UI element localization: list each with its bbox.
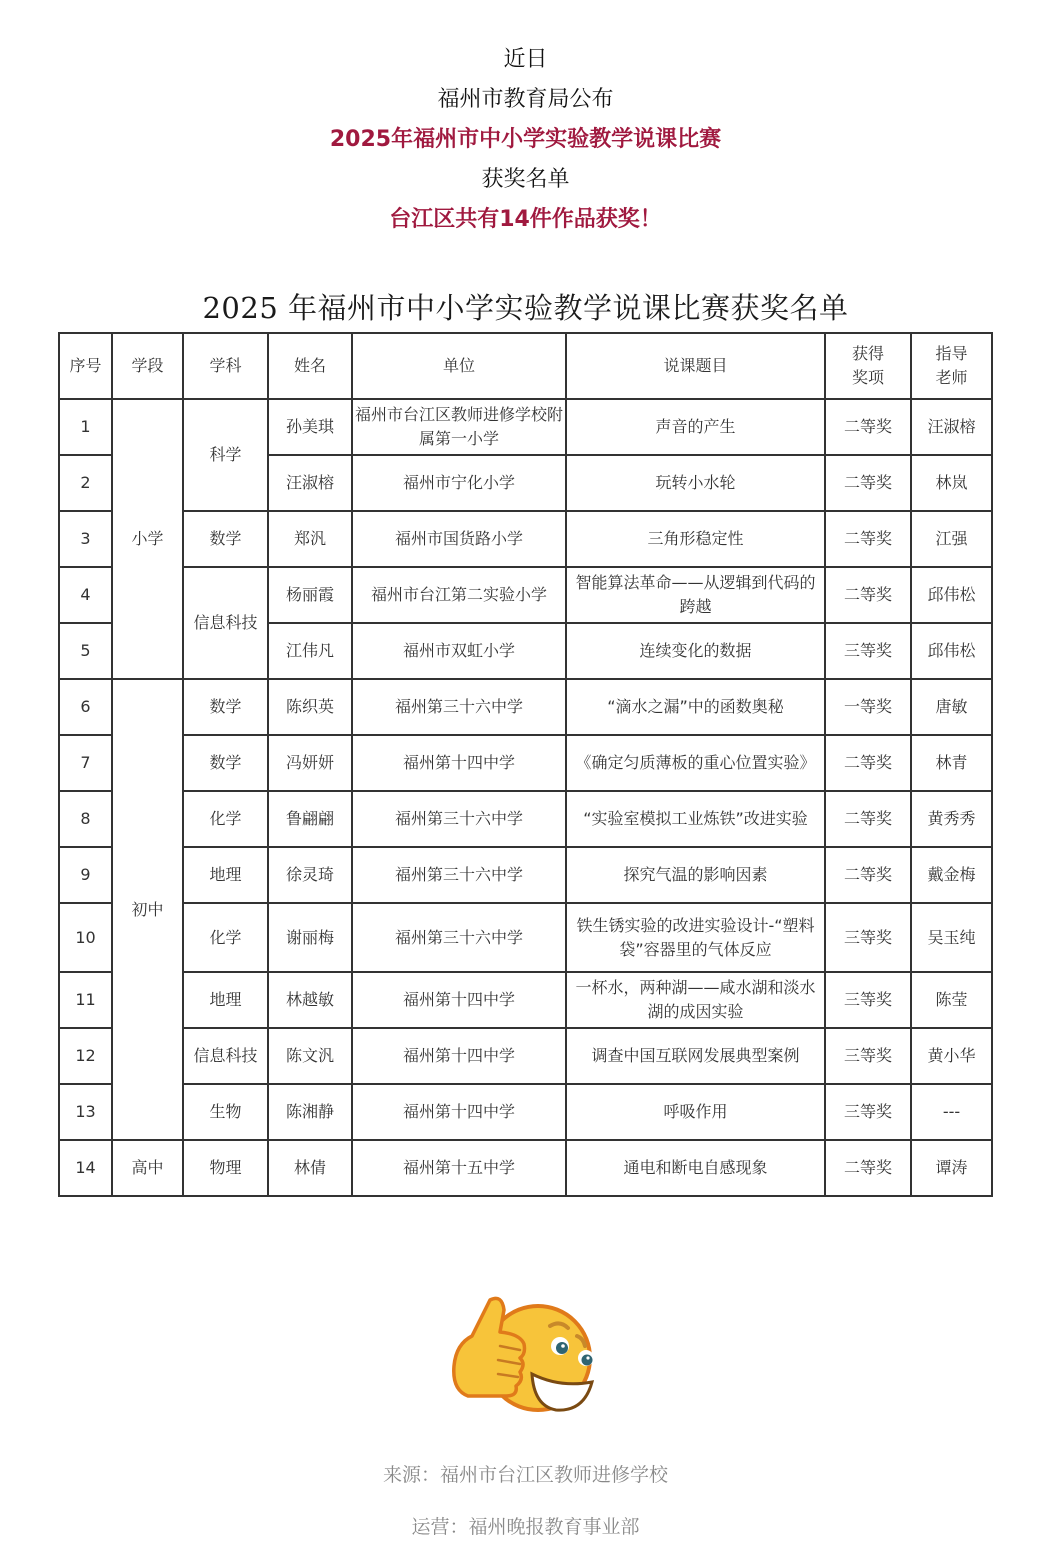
cell-unit: 福州市双虹小学 (352, 623, 566, 679)
header-award (825, 333, 911, 399)
cell-name: 陈织英 (268, 679, 352, 735)
cell-topic: 智能算法革命——从逻辑到代码的跨越 (566, 567, 825, 623)
header-award-line1: 获得 (851, 344, 884, 363)
cell-subject: 生物 (183, 1084, 268, 1140)
cell-unit: 福州第三十六中学 (352, 679, 566, 735)
cell-no: 10 (59, 903, 112, 972)
cell-no: 7 (59, 735, 112, 791)
cell-subject: 数学 (183, 735, 268, 791)
table-row (59, 1084, 992, 1140)
cell-name: 冯妍妍 (268, 735, 352, 791)
cell-award: 二等奖 (825, 1140, 911, 1196)
cell-topic: 三角形稳定性 (566, 511, 825, 567)
cell-unit: 福州第十四中学 (352, 972, 566, 1028)
cell-name: 陈湘静 (268, 1084, 352, 1140)
cell-name: 陈文汎 (268, 1028, 352, 1084)
cell-no: 3 (59, 511, 112, 567)
cell-subject: 数学 (183, 511, 268, 567)
cell-mentor: --- (911, 1084, 992, 1140)
cell-no: 12 (59, 1028, 112, 1084)
cell-name: 谢丽梅 (268, 903, 352, 972)
cell-name: 林倩 (268, 1140, 352, 1196)
table-row (59, 791, 992, 847)
table-row (59, 567, 992, 623)
cell-topic: 《确定匀质薄板的重心位置实验》 (566, 735, 825, 791)
cell-no: 8 (59, 791, 112, 847)
cell-subject: 信息科技 (183, 1028, 268, 1084)
cell-award: 一等奖 (825, 679, 911, 735)
header-mentor-line1: 指导 (935, 344, 968, 363)
cell-mentor: 邱伟松 (911, 567, 992, 623)
intro-line-list: 获奖名单 (481, 167, 570, 192)
cell-stage-junior: 初中 (112, 679, 183, 1140)
cell-award: 二等奖 (825, 567, 911, 623)
cell-subject: 化学 (183, 791, 268, 847)
cell-mentor: 江强 (911, 511, 992, 567)
header-topic: 说课题目 (566, 333, 825, 399)
footer-operator: 运营：福州晚报教育事业部 (411, 1516, 640, 1538)
awards-table (58, 332, 993, 1197)
cell-topic: “滴水之漏”中的函数奥秘 (566, 679, 825, 735)
cell-topic: 一杯水，两种湖——咸水湖和淡水湖的成因实验 (566, 972, 825, 1028)
cell-award: 二等奖 (825, 791, 911, 847)
cell-topic: 通电和断电自感现象 (566, 1140, 825, 1196)
header-name: 姓名 (268, 333, 352, 399)
cell-subject: 信息科技 (183, 567, 268, 679)
cell-name: 郑汎 (268, 511, 352, 567)
cell-award: 二等奖 (825, 511, 911, 567)
cell-name: 杨丽霞 (268, 567, 352, 623)
cell-unit: 福州第十四中学 (352, 735, 566, 791)
intro-line-summary: 台江区共有14件作品获奖！ (389, 207, 662, 232)
cell-unit: 福州第三十六中学 (352, 791, 566, 847)
table-row (59, 972, 992, 1028)
table-title: 2025 年福州市中小学实验教学说课比赛获奖名单 (202, 291, 849, 325)
cell-award: 三等奖 (825, 972, 911, 1028)
cell-topic: 玩转小水轮 (566, 455, 825, 511)
table-row (59, 735, 992, 791)
cell-mentor: 谭涛 (911, 1140, 992, 1196)
cell-no: 6 (59, 679, 112, 735)
cell-unit: 福州第三十六中学 (352, 847, 566, 903)
cell-award: 二等奖 (825, 399, 911, 455)
cell-mentor: 黄秀秀 (911, 791, 992, 847)
cell-award: 二等奖 (825, 735, 911, 791)
cell-subject: 数学 (183, 679, 268, 735)
footer-source: 来源：福州市台江区教师进修学校 (382, 1464, 668, 1486)
header-subject: 学科 (183, 333, 268, 399)
cell-subject: 化学 (183, 903, 268, 972)
cell-award: 三等奖 (825, 623, 911, 679)
cell-name: 鲁翩翩 (268, 791, 352, 847)
header-no: 序号 (59, 333, 112, 399)
cell-no: 4 (59, 567, 112, 623)
cell-no: 2 (59, 455, 112, 511)
cell-topic: “实验室模拟工业炼铁”改进实验 (566, 791, 825, 847)
table-row (59, 1028, 992, 1084)
cell-unit: 福州第三十六中学 (352, 903, 566, 972)
cell-topic: 铁生锈实验的改进实验设计-“塑料袋”容器里的气体反应 (566, 903, 825, 972)
cell-subject: 科学 (183, 399, 268, 511)
cell-topic: 声音的产生 (566, 399, 825, 455)
table-row (59, 1140, 992, 1196)
intro-line-competition: 2025年福州市中小学实验教学说课比赛 (329, 127, 722, 152)
cell-no: 11 (59, 972, 112, 1028)
cell-topic: 探究气温的影响因素 (566, 847, 825, 903)
cell-name: 孙美琪 (268, 399, 352, 455)
cell-unit: 福州市台江第二实验小学 (352, 567, 566, 623)
cell-stage-senior: 高中 (112, 1140, 183, 1196)
cell-no: 13 (59, 1084, 112, 1140)
cell-topic: 调查中国互联网发展典型案例 (566, 1028, 825, 1084)
header-unit: 单位 (352, 333, 566, 399)
cell-unit: 福州市台江区教师进修学校附属第一小学 (352, 399, 566, 455)
cell-no: 5 (59, 623, 112, 679)
cell-award: 三等奖 (825, 1028, 911, 1084)
cell-subject: 地理 (183, 847, 268, 903)
cell-mentor: 陈莹 (911, 972, 992, 1028)
cell-no: 1 (59, 399, 112, 455)
table-row (59, 399, 992, 455)
cell-subject: 物理 (183, 1140, 268, 1196)
cell-unit: 福州市宁化小学 (352, 455, 566, 511)
cell-unit: 福州第十四中学 (352, 1028, 566, 1084)
cell-award: 二等奖 (825, 847, 911, 903)
cell-no: 9 (59, 847, 112, 903)
cell-stage-primary: 小学 (112, 399, 183, 679)
cell-subject: 地理 (183, 972, 268, 1028)
cell-mentor: 林岚 (911, 455, 992, 511)
cell-award: 三等奖 (825, 1084, 911, 1140)
table-row (59, 511, 992, 567)
cell-mentor: 林青 (911, 735, 992, 791)
cell-topic: 呼吸作用 (566, 1084, 825, 1140)
intro-line-recently: 近日 (503, 47, 548, 72)
cell-no: 14 (59, 1140, 112, 1196)
cell-unit: 福州第十五中学 (352, 1140, 566, 1196)
cell-award: 三等奖 (825, 903, 911, 972)
cell-name: 林越敏 (268, 972, 352, 1028)
cell-mentor: 黄小华 (911, 1028, 992, 1084)
cell-unit: 福州市国货路小学 (352, 511, 566, 567)
cell-award: 二等奖 (825, 455, 911, 511)
header-mentor (911, 333, 992, 399)
table-header-row (59, 333, 992, 399)
table-row (59, 903, 992, 972)
table-row (59, 679, 992, 735)
thumbs-up-smiley-icon (450, 1288, 600, 1423)
table-row (59, 847, 992, 903)
intro-line-publisher: 福州市教育局公布 (437, 87, 614, 112)
header-mentor-line2: 老师 (935, 368, 968, 387)
cell-mentor: 吴玉纯 (911, 903, 992, 972)
cell-name: 汪淑榕 (268, 455, 352, 511)
cell-name: 徐灵琦 (268, 847, 352, 903)
cell-mentor: 戴金梅 (911, 847, 992, 903)
header-stage: 学段 (112, 333, 183, 399)
header-award-line2: 奖项 (851, 368, 884, 387)
cell-mentor: 邱伟松 (911, 623, 992, 679)
cell-mentor: 汪淑榕 (911, 399, 992, 455)
cell-topic: 连续变化的数据 (566, 623, 825, 679)
intro-block (0, 40, 1051, 240)
cell-mentor: 唐敏 (911, 679, 992, 735)
cell-name: 江伟凡 (268, 623, 352, 679)
cell-unit: 福州第十四中学 (352, 1084, 566, 1140)
